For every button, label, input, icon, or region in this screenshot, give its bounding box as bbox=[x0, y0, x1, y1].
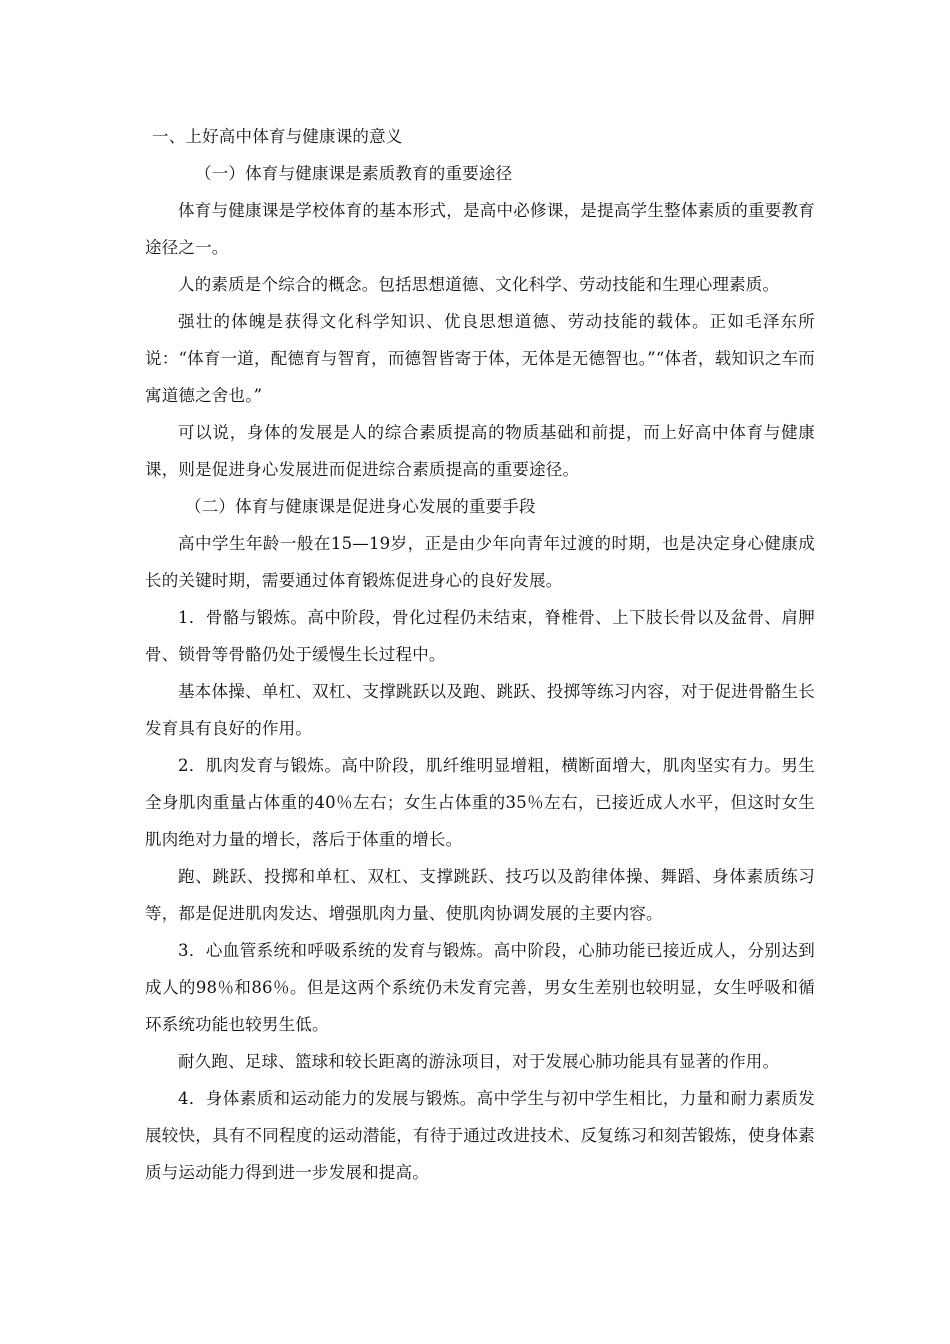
section-1-title: （一）体育与健康课是素质教育的重要途径 bbox=[195, 164, 513, 183]
paragraph: 基本体操、单杠、双杠、支撑跳跃以及跑、跳跃、投掷等练习内容，对于促进骨骼生长发育具有良好的作用。 bbox=[145, 682, 815, 738]
paragraph: 2．肌肉发育与锻炼。高中阶段，肌纤维明显增粗，横断面增大，肌肉坚实有力。男生全身肌肉重量占体重的40％左右；女生占体重的35％左右，已接近成人水平，但这时女生肌肉绝对力量的增长，落后于体重的增长。 bbox=[145, 756, 815, 849]
paragraph: 耐久跑、足球、篮球和较长距离的游泳项目，对于发展心肺功能具有显著的作用。 bbox=[178, 1052, 780, 1071]
paragraph: 高中学生年龄一般在15—19岁，正是由少年向青年过渡的时期，也是决定身心健康成长的关键时期，需要通过体育锻炼促进身心的良好发展。 bbox=[145, 534, 815, 590]
paragraph: 跑、跳跃、投掷和单杠、双杠、支撑跳跃、技巧以及韵律体操、舞蹈、身体素质练习等，都是促进肌肉发达、增强肌肉力量、使肌肉协调发展的主要内容。 bbox=[145, 867, 815, 923]
section-2-title: （二）体育与健康课是促进身心发展的重要手段 bbox=[185, 497, 536, 516]
paragraph: 4．身体素质和运动能力的发展与锻炼。高中学生与初中学生相比，力量和耐力素质发展较快，具有不同程度的运动潜能，有待于通过改进技术、反复练习和刻苦锻炼，使身体素质与运动能力得到进一步发展和提高。 bbox=[145, 1089, 815, 1182]
paragraph: 强壮的体魄是获得文化科学知识、优良思想道德、劳动技能的载体。正如毛泽东所说：“体育一道，配德育与智育，而德智皆寄于体，无体是无德智也。”“体者，载知识之车而寓道德之舍也。” bbox=[145, 312, 815, 405]
paragraph: 3．心血管系统和呼吸系统的发育与锻炼。高中阶段，心肺功能已接近成人，分别达到成人的98％和86％。但是这两个系统仍未发育完善，男女生差别也较明显，女生呼吸和循环系统功能也较男生低。 bbox=[145, 941, 815, 1034]
paragraph: 1．骨骼与锻炼。高中阶段，骨化过程仍未结束，脊椎骨、上下肢长骨以及盆骨、肩胛骨、锁骨等骨骼仍处于缓慢生长过程中。 bbox=[145, 608, 815, 664]
paragraph: 人的素质是个综合的概念。包括思想道德、文化科学、劳动技能和生理心理素质。 bbox=[178, 275, 780, 294]
paragraph: 体育与健康课是学校体育的基本形式，是高中必修课，是提高学生整体素质的重要教育途径之一。 bbox=[145, 201, 815, 257]
main-heading: 一、上好高中体育与健康课的意义 bbox=[152, 127, 403, 146]
paragraph: 可以说，身体的发展是人的综合素质提高的物质基础和前提，而上好高中体育与健康课，则是促进身心发展进而促进综合素质提高的重要途径。 bbox=[145, 423, 815, 479]
document-body bbox=[145, 118, 815, 1191]
